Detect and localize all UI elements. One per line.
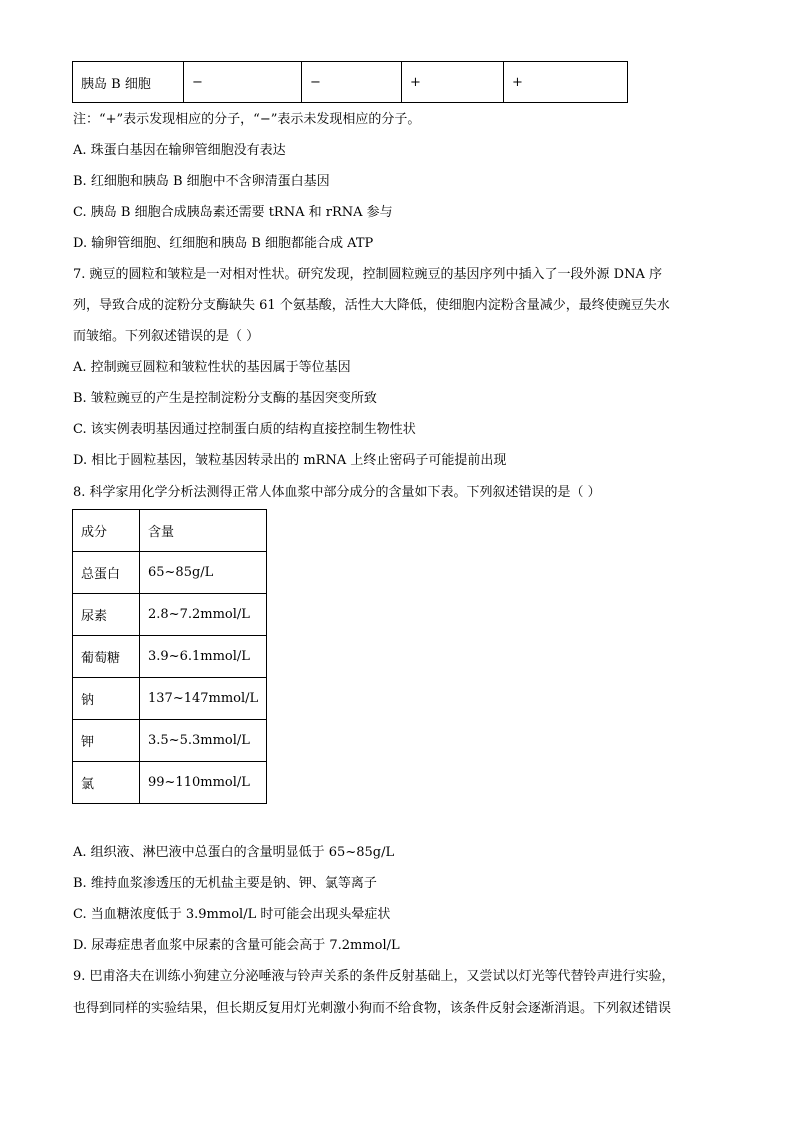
table-cell: 尿素 — [73, 594, 140, 636]
table-cell: 99~110mmol/L — [140, 762, 267, 804]
q9-stem-line-1: 9. 巴甫洛夫在训练小狗建立分泌唾液与铃声关系的条件反射基础上，又尝试以灯光等代替铃声进行实验， — [73, 969, 675, 984]
q7-option-a: A. 控制豌豆圆粒和皱粒性状的基因属于等位基因 — [73, 360, 351, 375]
table-row — [73, 678, 267, 720]
table-cell: 钾 — [73, 720, 140, 762]
table-header-content: 含量 — [140, 510, 267, 552]
q8-option-a: A. 组织液、淋巴液中总蛋白的含量明显低于 65~85g/L — [73, 845, 395, 860]
q7-stem-line-3: 而皱缩。下列叙述错误的是（ ） — [73, 329, 260, 344]
q7-stem-line-1: 7. 豌豆的圆粒和皱粒是一对相对性状。研究发现，控制圆粒豌豆的基因序列中插入了一段外源 DNA 序 — [73, 267, 662, 282]
islet-cell-table — [72, 61, 628, 103]
table-cell: 氯 — [73, 762, 140, 804]
q7-option-c: C. 该实例表明基因通过控制蛋白质的结构直接控制生物性状 — [73, 422, 416, 437]
table-cell: 65~85g/L — [140, 552, 267, 594]
q8-option-d: D. 尿毒症患者血浆中尿素的含量可能会高于 7.2mmol/L — [73, 938, 400, 953]
table-cell: 137~147mmol/L — [140, 678, 267, 720]
plasma-composition-table — [72, 509, 267, 804]
table-cell: + — [504, 62, 628, 103]
table-cell: + — [402, 62, 504, 103]
q7-stem-line-2: 列，导致合成的淀粉分支酶缺失 61 个氨基酸，活性大大降低，使细胞内淀粉含量减少，最终使豌豆失水 — [73, 298, 670, 313]
table-row — [73, 594, 267, 636]
table-cell: 3.5~5.3mmol/L — [140, 720, 267, 762]
q8-option-c: C. 当血糖浓度低于 3.9mmol/L 时可能会出现头晕症状 — [73, 907, 391, 922]
table-cell: 胰岛 B 细胞 — [73, 62, 184, 103]
table-cell: 总蛋白 — [73, 552, 140, 594]
q9-stem-line-2: 也得到同样的实验结果，但长期反复用灯光刺激小狗而不给食物，该条件反射会逐渐消退。下列叙述错误 — [73, 1001, 672, 1016]
q7-option-b: B. 皱粒豌豆的产生是控制淀粉分支酶的基因突变所致 — [73, 391, 377, 406]
q6-option-c: C. 胰岛 B 细胞合成胰岛素还需要 tRNA 和 rRNA 参与 — [73, 205, 393, 220]
table-cell: 葡萄糖 — [73, 636, 140, 678]
table-row — [73, 720, 267, 762]
table-row — [73, 762, 267, 804]
q6-option-d: D. 输卵管细胞、红细胞和胰岛 B 细胞都能合成 ATP — [73, 236, 374, 251]
q8-option-b: B. 维持血浆渗透压的无机盐主要是钠、钾、氯等离子 — [73, 876, 377, 891]
table-header-component: 成分 — [73, 510, 140, 552]
q8-stem: 8. 科学家用化学分析法测得正常人体血浆中部分成分的含量如下表。下列叙述错误的是（ ） — [73, 485, 601, 500]
q6-option-a: A. 珠蛋白基因在输卵管细胞没有表达 — [73, 143, 286, 158]
table-cell: − — [184, 62, 302, 103]
q7-option-d: D. 相比于圆粒基因，皱粒基因转录出的 mRNA 上终止密码子可能提前出现 — [73, 453, 507, 468]
table-row — [73, 552, 267, 594]
table-row — [73, 62, 628, 103]
table-row — [73, 636, 267, 678]
table-cell: 3.9~6.1mmol/L — [140, 636, 267, 678]
q6-option-b: B. 红细胞和胰岛 B 细胞中不含卵清蛋白基因 — [73, 174, 330, 189]
table-cell: 2.8~7.2mmol/L — [140, 594, 267, 636]
table-cell: 钠 — [73, 678, 140, 720]
table-cell: − — [302, 62, 402, 103]
table-note: 注：“+”表示发现相应的分子，“−”表示未发现相应的分子。 — [73, 112, 421, 127]
table-row — [73, 510, 267, 552]
